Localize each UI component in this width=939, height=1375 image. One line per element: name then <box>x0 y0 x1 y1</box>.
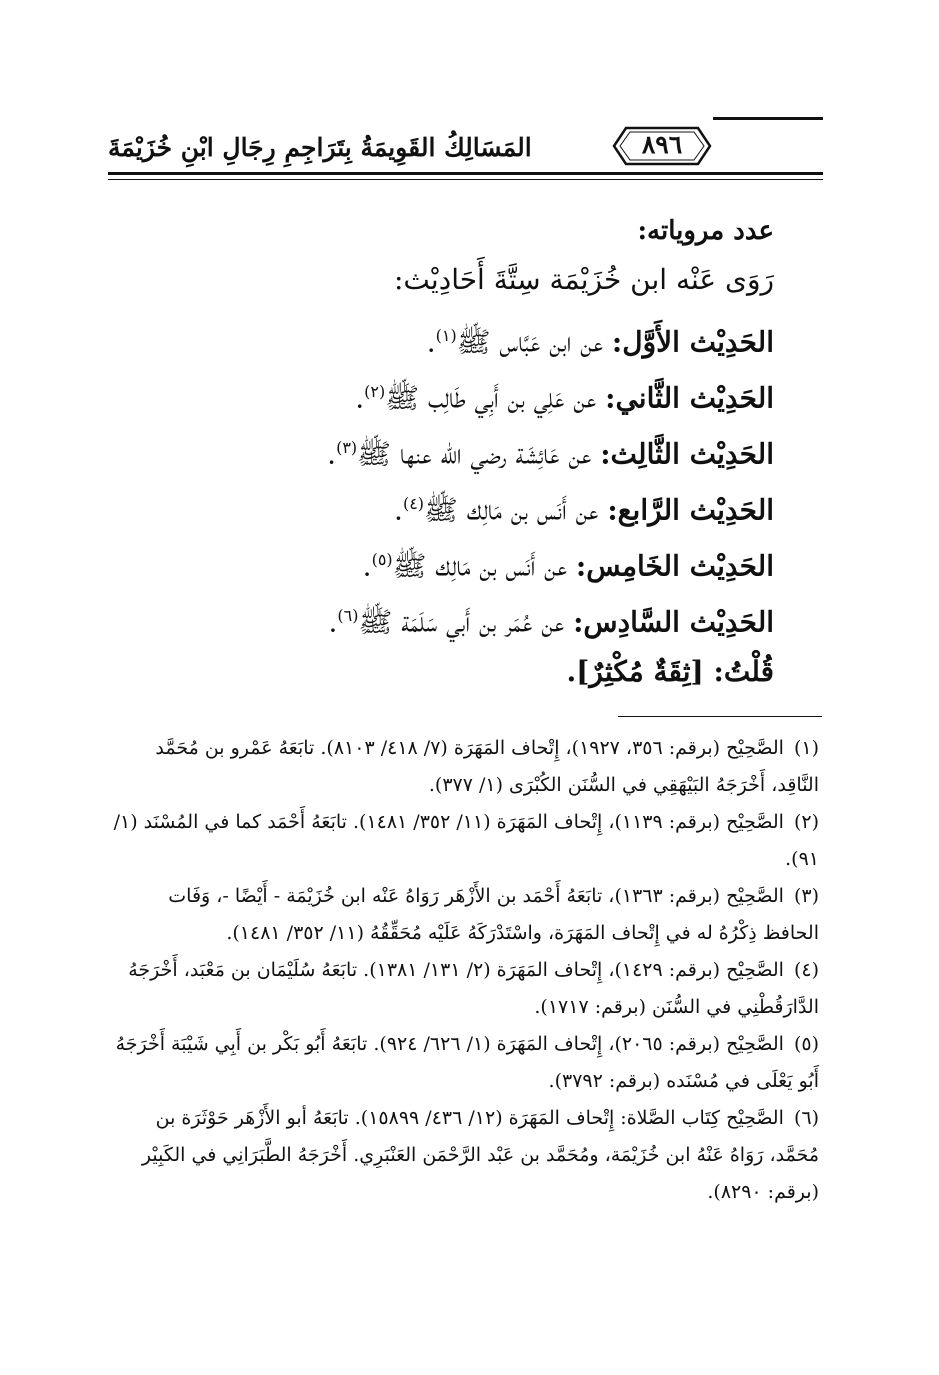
footnote-number: (٥) <box>793 1033 819 1055</box>
hadith-line <box>114 420 774 476</box>
footnote <box>109 1100 819 1211</box>
footnote-number: (٢) <box>793 811 819 833</box>
line-end: . <box>394 493 403 527</box>
page-number: ٨٩٦ <box>641 130 683 159</box>
footnote-ref: (٣) <box>336 438 358 457</box>
footnote-text: الصَّحِيْح (برقم: ٣٥٦، ١٩٢٧)، إِتْحاف المَهَرَة (٧/ ٤١٨/ ٨١٠٣). تابَعَهُ عَمْرو بن مُحَمَّد النَّاقِد، أَخْرَجَهُ البَيْهَقِي في السُّنَن الكُبْرَى (١/ ٣٧٧). <box>155 737 819 796</box>
footnote <box>109 730 819 804</box>
footnote-number: (١) <box>793 737 819 759</box>
footnotes <box>109 730 819 1211</box>
hadith-label: الحَدِيْث السَّادِس: <box>573 605 774 639</box>
hadith-label: الحَدِيْث الخَامِس: <box>575 549 774 583</box>
hadith-line <box>114 588 774 644</box>
footnote-text: الصَّحِيْح (برقم: ١٣٦٣)، تابَعَهُ أَحْمَد بن الأَزْهَر رَوَاهُ عَنْه ابن خُزَيْمَة - أَيْضًا -، وَفَات الحافظ ذِكْرُهُ له في إِتْحاف المَهَرَة، واسْتَدْرَكَهُ عَلَيْه مُحَقِّقُهُ (١١/ ٣٥٢/ ١٤٨١). <box>168 885 819 944</box>
hadith-text: عن عَائِشَة رضي الله عنها ﷺ <box>357 437 601 471</box>
hadith-line <box>114 476 774 532</box>
line-end: . <box>327 437 337 471</box>
hadith-line <box>114 308 774 364</box>
hadith-text: عن عَلِي بن أَبِي طَالِب ﷺ <box>385 381 606 415</box>
conclusion-line <box>114 644 774 700</box>
hadith-line <box>114 532 774 588</box>
footnote-ref: (٥) <box>371 550 393 569</box>
hadith-label: الحَدِيْث الأَوَّل: <box>611 325 774 359</box>
header-rule-thin <box>108 179 823 180</box>
footnote <box>109 804 819 878</box>
footnote-ref: (٦) <box>337 606 359 625</box>
hadith-label: الحَدِيْث الثَّاني: <box>605 381 774 415</box>
footnote-number: (٣) <box>793 885 819 907</box>
hadith-text: عن ابن عَبَّاس ﷺ <box>456 325 612 359</box>
footnote-text: الصَّحِيْح (برقم: ١١٣٩)، إِتْحاف المَهَرَة (١١/ ٣٥٢/ ١٤٨١). تابَعَهُ أَحْمَد كما في المُسْنَد (١/ ٩١). <box>113 811 819 870</box>
header-rule-thick <box>108 172 823 175</box>
line-end: . <box>362 549 372 583</box>
line-end: . <box>328 605 338 639</box>
page-number-frame <box>612 124 712 168</box>
footnote-text: الصَّحِيْح (برقم: ١٤٢٩)، إِتْحاف المَهَرَة (٢/ ١٣١/ ١٣٨١). تابَعَهُ سُلَيْمَان بن مَعْبَد، أَخْرَجَهُ الدَّارَقُطْنِي في السُّنَن (برقم: ١٧١٧). <box>128 959 819 1018</box>
hadith-label: الحَدِيْث الثَّالِث: <box>600 437 774 471</box>
footnote-ref: (٢) <box>364 382 386 401</box>
hadith-text: عن أَنَس بن مَالِك ﷺ <box>392 549 576 583</box>
footnote <box>109 952 819 1026</box>
hadith-text: عن عُمَر بن أَبي سَلَمَة ﷺ <box>358 605 574 639</box>
intro-line: رَوَى عَنْه ابن خُزَيْمَة سِتَّةَ أَحَادِيْث: <box>394 263 774 296</box>
conclusion-text: [ثِقَةٌ مُكْثِرٌ]. <box>566 655 714 688</box>
footnote-number: (٦) <box>793 1107 819 1129</box>
footnote-number: (٤) <box>793 959 819 981</box>
footnote <box>109 878 819 952</box>
footnote-ref: (٤) <box>402 494 425 513</box>
line-end: . <box>355 381 365 415</box>
header-rule-top <box>713 117 823 120</box>
main-text <box>114 210 774 700</box>
hadith-line <box>114 364 774 420</box>
running-header-title: المَسَالِكُ القَوِيمَةُ بِتَرَاجِمِ رِجَالِ ابْنِ خُزَيْمَةَ <box>108 133 532 162</box>
footnote-text: الصَّحِيْح (برقم: ٢٠٦٥)، إِتْحاف المَهَرَة (١/ ٦٢٦/ ٩٢٤). تابَعَهُ أَبُو بَكْر بن أَبِي شَيْبَة أَخْرَجَهُ أَبُو يَعْلَى في مُسْنَده (برقم: ٣٧٩٢). <box>115 1033 819 1092</box>
line-end: . <box>426 325 436 359</box>
footnote <box>109 1026 819 1100</box>
conclusion-label: قُلْتُ: <box>713 655 774 688</box>
footnote-separator <box>618 716 822 717</box>
section-heading: عدد مروياته: <box>637 216 774 246</box>
hadith-label: الحَدِيْث الرَّابع: <box>607 493 774 527</box>
footnote-text: الصَّحِيْح كِتَاب الصَّلاة: إِتْحاف المَهَرَة (١٢/ ٤٣٦/ ١٥٨٩٩). تابَعَهُ أبو الأَزْهَر حَوْثَرَة بن مُحَمَّد، رَوَاهُ عَنْهُ ابن خُزَيْمَة، ومُحَمَّد بن عَبْد الرَّحْمَن العَنْبَرِي. أَخْرَجَهُ الطَّبَرَانِي في الكَبِيْر (برقم: ٨٢٩٠). <box>141 1107 819 1203</box>
footnote-ref: (١) <box>435 326 457 345</box>
hadith-text: عن أَنَس بن مَالِك ﷺ <box>424 493 608 527</box>
